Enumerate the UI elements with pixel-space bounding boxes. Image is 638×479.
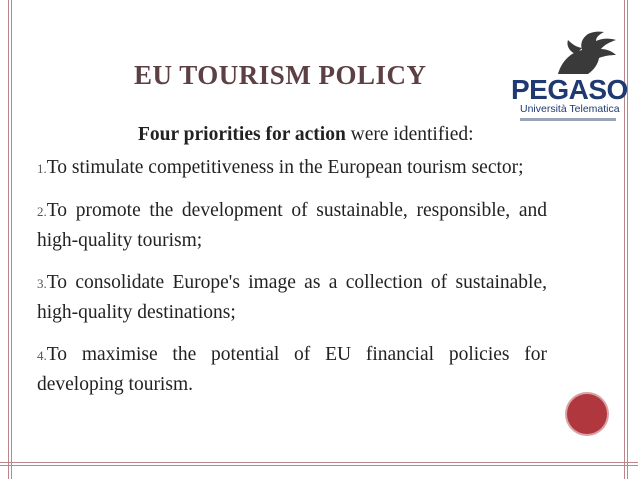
frame-line <box>0 465 638 466</box>
item-text: To promote the development of sustainable, responsible, and high-quality tourism; <box>37 200 547 251</box>
item-text: To consolidate Europe's image as a collection of sustainable, high-quality destinations; <box>37 272 547 323</box>
intro-rest: were identified: <box>345 124 474 145</box>
logo-fine-print <box>520 118 616 121</box>
frame-line <box>8 0 9 479</box>
intro-bold: Four priorities for action <box>138 124 346 145</box>
item-number: 4. <box>37 348 47 363</box>
item-text: To maximise the potential of EU financial policies for developing tourism. <box>37 344 547 395</box>
priorities-list <box>37 153 547 412</box>
frame-line <box>11 0 12 479</box>
list-item <box>37 340 547 399</box>
list-item <box>37 196 547 255</box>
list-item <box>37 268 547 327</box>
item-text: To stimulate competitiveness in the European tourism sector; <box>46 157 524 178</box>
item-number: 2. <box>37 204 47 219</box>
pegaso-logo <box>508 30 628 132</box>
pegasus-icon <box>554 30 620 78</box>
slide-title: EU TOURISM POLICY <box>134 60 427 90</box>
intro-line <box>138 124 474 146</box>
logo-subtitle: Università Telematica <box>520 103 620 115</box>
item-number: 3. <box>37 276 47 291</box>
frame-line <box>627 0 628 479</box>
accent-dot <box>567 394 607 434</box>
item-number: 1. <box>37 161 47 176</box>
frame-line <box>624 0 625 479</box>
logo-wordmark: PEGASO <box>511 74 628 105</box>
frame-line <box>0 462 638 463</box>
list-item <box>37 153 547 183</box>
